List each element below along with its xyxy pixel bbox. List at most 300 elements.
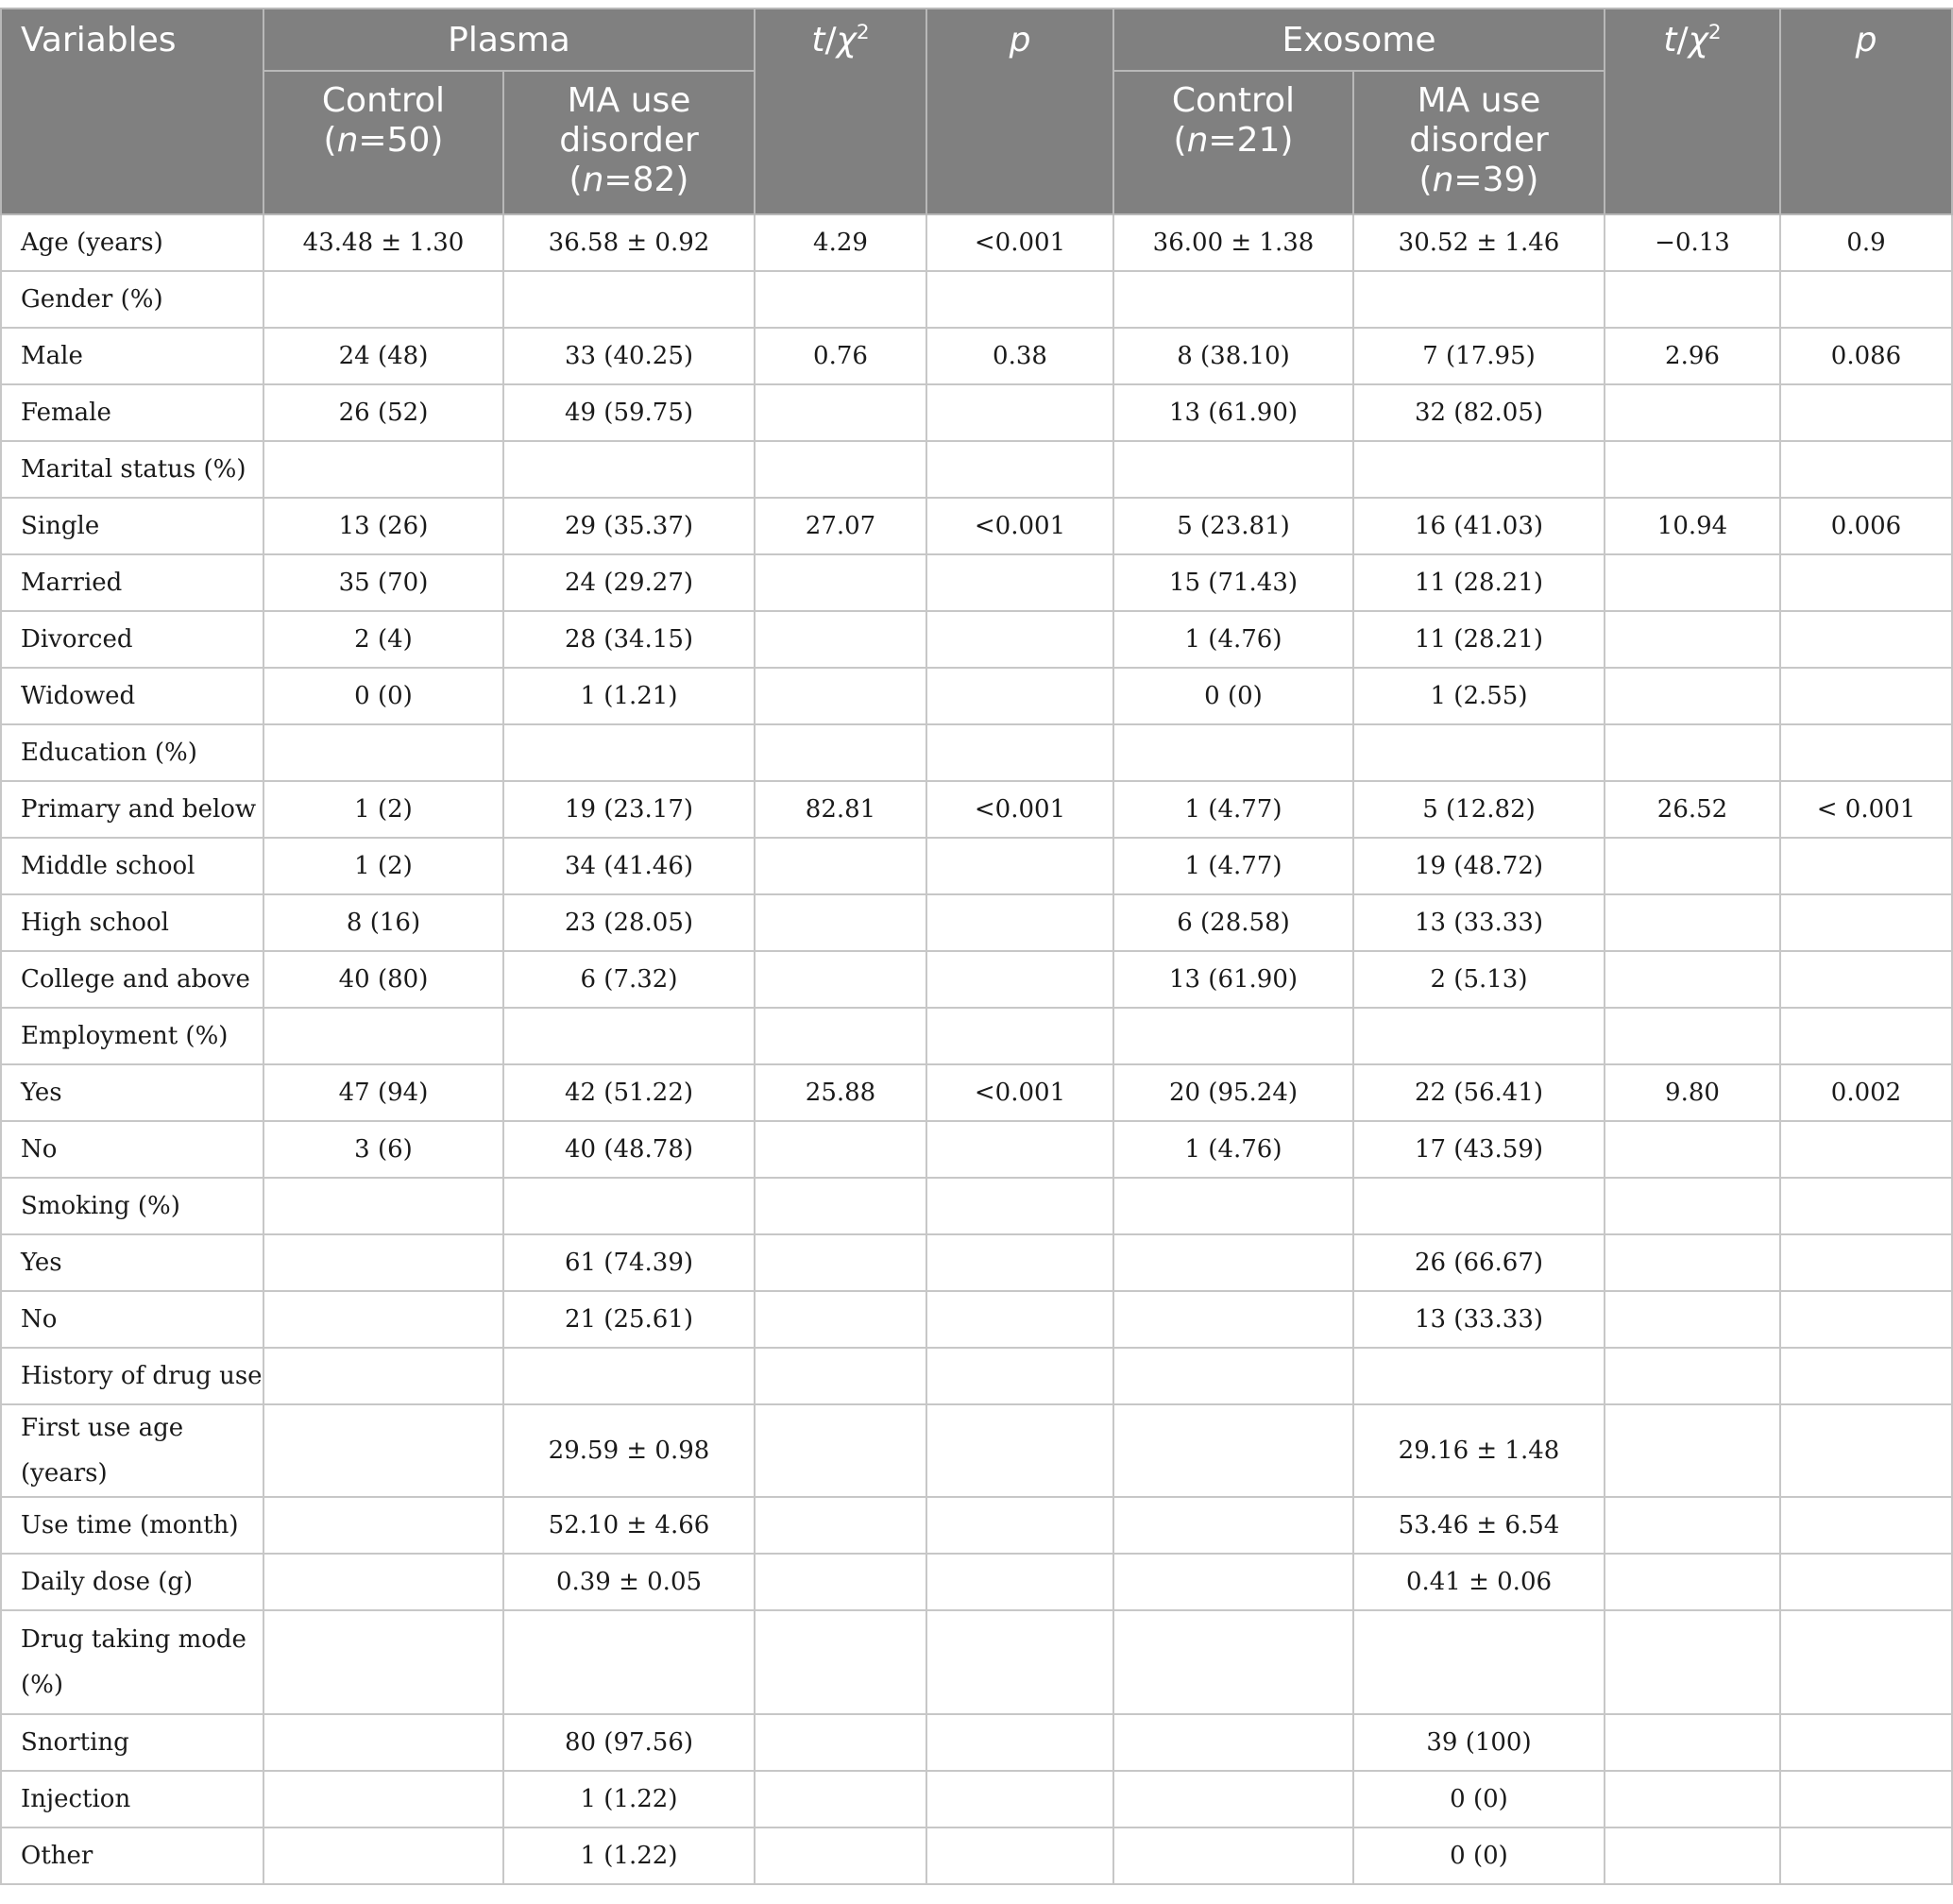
plasma-control-cell [263, 1178, 503, 1234]
plasma-ma-cell [503, 1348, 755, 1404]
plasma-p-cell [926, 554, 1113, 611]
hdr-n: n [336, 121, 359, 160]
plasma-ma-cell: 1 (1.22) [503, 1771, 755, 1828]
exosome-stat-cell: 10.94 [1605, 498, 1780, 554]
exosome-stat-cell: 26.52 [1605, 781, 1780, 838]
plasma-ma-cell: 52.10 ± 4.66 [503, 1497, 755, 1554]
header-plasma [263, 8, 755, 71]
plasma-control-cell: 26 (52) [263, 384, 503, 441]
p-text: p [1009, 21, 1031, 60]
plasma-ma-cell: 1 (1.21) [503, 668, 755, 724]
plasma-stat-cell [755, 611, 926, 668]
plasma-p-cell [926, 1008, 1113, 1064]
exosome-stat-cell [1605, 1348, 1780, 1404]
plasma-ma-cell: 28 (34.15) [503, 611, 755, 668]
exosome-p-cell [1780, 271, 1952, 328]
plasma-stat-cell: 27.07 [755, 498, 926, 554]
exosome-p-cell [1780, 1714, 1952, 1771]
header-exosome-text: Exosome [1282, 21, 1436, 60]
exosome-control-cell [1113, 1008, 1353, 1064]
table-row [1, 1554, 1952, 1610]
plasma-ma-cell [503, 1008, 755, 1064]
exosome-ma-cell: 39 (100) [1353, 1714, 1605, 1771]
plasma-stat-cell [755, 1714, 926, 1771]
stat-sup: 2 [856, 21, 870, 44]
exosome-p-cell [1780, 1554, 1952, 1610]
plasma-p-cell [926, 1178, 1113, 1234]
plasma-p-cell [926, 1348, 1113, 1404]
exosome-p-cell [1780, 1121, 1952, 1178]
plasma-p-cell [926, 611, 1113, 668]
plasma-ma-cell [503, 441, 755, 498]
row-label: Snorting [1, 1714, 263, 1771]
plasma-p-cell [926, 1771, 1113, 1828]
row-label: Age (years) [1, 214, 263, 271]
plasma-ma-cell: 49 (59.75) [503, 384, 755, 441]
hdr-line: ( [323, 121, 337, 160]
plasma-control-cell: 1 (2) [263, 781, 503, 838]
exosome-control-cell [1113, 1291, 1353, 1348]
exosome-control-cell: 1 (4.77) [1113, 838, 1353, 894]
row-label: Education (%) [1, 724, 263, 781]
plasma-p-cell [926, 1610, 1113, 1714]
plasma-stat-cell [755, 271, 926, 328]
plasma-p-cell: <0.001 [926, 1064, 1113, 1121]
hdr-line: ( [1418, 161, 1433, 199]
hdr-line: Control [1171, 81, 1296, 120]
row-label: Use time (month) [1, 1497, 263, 1554]
row-label: Widowed [1, 668, 263, 724]
table-row [1, 271, 1952, 328]
header-exosome-control [1113, 71, 1353, 214]
row-label: Primary and below [1, 781, 263, 838]
exosome-ma-cell: 13 (33.33) [1353, 894, 1605, 951]
exosome-ma-cell: 32 (82.05) [1353, 384, 1605, 441]
plasma-p-cell: <0.001 [926, 781, 1113, 838]
plasma-stat-cell [755, 1554, 926, 1610]
plasma-ma-cell: 1 (1.22) [503, 1828, 755, 1884]
hdr-line: =39) [1453, 161, 1539, 199]
exosome-control-cell [1113, 1348, 1353, 1404]
plasma-ma-cell: 24 (29.27) [503, 554, 755, 611]
table-row [1, 894, 1952, 951]
plasma-control-cell [263, 1554, 503, 1610]
plasma-stat-cell [755, 894, 926, 951]
p-text: p [1855, 21, 1877, 60]
plasma-control-cell: 3 (6) [263, 1121, 503, 1178]
exosome-p-cell [1780, 724, 1952, 781]
demographics-table [0, 8, 1953, 1885]
header-exosome-ma [1353, 71, 1605, 214]
exosome-ma-cell: 1 (2.55) [1353, 668, 1605, 724]
row-label: First use age (years) [1, 1404, 263, 1497]
plasma-control-cell: 13 (26) [263, 498, 503, 554]
exosome-stat-cell [1605, 271, 1780, 328]
exosome-p-cell [1780, 1828, 1952, 1884]
plasma-ma-cell: 33 (40.25) [503, 328, 755, 384]
plasma-control-cell: 24 (48) [263, 328, 503, 384]
plasma-control-cell: 43.48 ± 1.30 [263, 214, 503, 271]
plasma-stat-cell [755, 441, 926, 498]
plasma-p-cell [926, 441, 1113, 498]
stat-t: t [1663, 21, 1677, 60]
row-label: Daily dose (g) [1, 1554, 263, 1610]
hdr-line: MA use [1417, 81, 1541, 120]
plasma-stat-cell [755, 951, 926, 1008]
exosome-stat-cell [1605, 1714, 1780, 1771]
exosome-p-cell [1780, 1008, 1952, 1064]
row-label: Female [1, 384, 263, 441]
exosome-ma-cell: 17 (43.59) [1353, 1121, 1605, 1178]
header-exosome [1113, 8, 1605, 71]
hdr-line: disorder [1409, 121, 1549, 160]
exosome-ma-cell: 13 (33.33) [1353, 1291, 1605, 1348]
plasma-ma-cell: 40 (48.78) [503, 1121, 755, 1178]
stat-slash: / [824, 21, 837, 60]
exosome-control-cell [1113, 1234, 1353, 1291]
row-label: Injection [1, 1771, 263, 1828]
plasma-p-cell [926, 1828, 1113, 1884]
plasma-ma-cell [503, 1178, 755, 1234]
plasma-stat-cell [755, 668, 926, 724]
exosome-stat-cell [1605, 1234, 1780, 1291]
plasma-p-cell: <0.001 [926, 214, 1113, 271]
table-row [1, 1610, 1952, 1714]
exosome-stat-cell [1605, 838, 1780, 894]
plasma-ma-cell [503, 271, 755, 328]
table-row [1, 838, 1952, 894]
exosome-control-cell [1113, 1554, 1353, 1610]
plasma-stat-cell [755, 1497, 926, 1554]
exosome-stat-cell [1605, 1178, 1780, 1234]
exosome-p-cell [1780, 951, 1952, 1008]
plasma-p-cell [926, 1121, 1113, 1178]
exosome-stat-cell [1605, 1610, 1780, 1714]
exosome-ma-cell: 22 (56.41) [1353, 1064, 1605, 1121]
row-label: Smoking (%) [1, 1178, 263, 1234]
header-variables-text: Variables [21, 21, 177, 60]
plasma-p-cell [926, 838, 1113, 894]
exosome-stat-cell [1605, 1828, 1780, 1884]
plasma-control-cell [263, 441, 503, 498]
row-label: Yes [1, 1234, 263, 1291]
plasma-stat-cell [755, 384, 926, 441]
exosome-p-cell [1780, 1404, 1952, 1497]
exosome-ma-cell [1353, 441, 1605, 498]
exosome-control-cell: 36.00 ± 1.38 [1113, 214, 1353, 271]
plasma-ma-cell: 34 (41.46) [503, 838, 755, 894]
plasma-p-cell [926, 668, 1113, 724]
row-label: Marital status (%) [1, 441, 263, 498]
exosome-control-cell: 1 (4.77) [1113, 781, 1353, 838]
plasma-p-cell [926, 724, 1113, 781]
table-row [1, 724, 1952, 781]
plasma-stat-cell [755, 1828, 926, 1884]
plasma-stat-cell [755, 1234, 926, 1291]
table-row [1, 1121, 1952, 1178]
plasma-ma-cell: 29 (35.37) [503, 498, 755, 554]
row-label: No [1, 1121, 263, 1178]
exosome-stat-cell: 2.96 [1605, 328, 1780, 384]
plasma-ma-cell: 23 (28.05) [503, 894, 755, 951]
row-label: No [1, 1291, 263, 1348]
plasma-stat-cell: 4.29 [755, 214, 926, 271]
hdr-line: =50) [358, 121, 444, 160]
plasma-ma-cell [503, 1610, 755, 1714]
exosome-control-cell [1113, 1497, 1353, 1554]
header-plasma-p [926, 8, 1113, 214]
exosome-stat-cell [1605, 894, 1780, 951]
hdr-line: Control [321, 81, 446, 120]
plasma-stat-cell: 25.88 [755, 1064, 926, 1121]
row-label: Yes [1, 1064, 263, 1121]
plasma-stat-cell [755, 1771, 926, 1828]
plasma-control-cell: 40 (80) [263, 951, 503, 1008]
exosome-ma-cell: 29.16 ± 1.48 [1353, 1404, 1605, 1497]
plasma-stat-cell [755, 1121, 926, 1178]
exosome-control-cell [1113, 1714, 1353, 1771]
plasma-control-cell [263, 1714, 503, 1771]
hdr-line: =21) [1208, 121, 1294, 160]
exosome-p-cell [1780, 384, 1952, 441]
header-plasma-ma [503, 71, 755, 214]
exosome-p-cell [1780, 1610, 1952, 1714]
exosome-ma-cell: 2 (5.13) [1353, 951, 1605, 1008]
plasma-stat-cell [755, 1178, 926, 1234]
plasma-control-cell: 47 (94) [263, 1064, 503, 1121]
exosome-ma-cell [1353, 1348, 1605, 1404]
table-body [1, 214, 1952, 1884]
exosome-p-cell: 0.006 [1780, 498, 1952, 554]
stat-t: t [811, 21, 825, 60]
plasma-ma-cell [503, 724, 755, 781]
plasma-stat-cell [755, 1291, 926, 1348]
plasma-control-cell [263, 1497, 503, 1554]
exosome-stat-cell [1605, 384, 1780, 441]
exosome-ma-cell [1353, 1178, 1605, 1234]
plasma-control-cell [263, 1771, 503, 1828]
plasma-p-cell [926, 1234, 1113, 1291]
plasma-control-cell [263, 1234, 503, 1291]
plasma-p-cell [926, 1291, 1113, 1348]
hdr-line: disorder [559, 121, 699, 160]
plasma-control-cell [263, 724, 503, 781]
row-label: Divorced [1, 611, 263, 668]
exosome-control-cell: 20 (95.24) [1113, 1064, 1353, 1121]
exosome-control-cell [1113, 441, 1353, 498]
plasma-control-cell [263, 1348, 503, 1404]
plasma-control-cell: 8 (16) [263, 894, 503, 951]
plasma-p-cell: 0.38 [926, 328, 1113, 384]
exosome-ma-cell: 26 (66.67) [1353, 1234, 1605, 1291]
exosome-control-cell [1113, 1404, 1353, 1497]
exosome-ma-cell [1353, 1008, 1605, 1064]
table-row [1, 1291, 1952, 1348]
plasma-ma-cell: 19 (23.17) [503, 781, 755, 838]
stat-sup: 2 [1707, 21, 1722, 44]
exosome-control-cell: 1 (4.76) [1113, 1121, 1353, 1178]
exosome-stat-cell [1605, 441, 1780, 498]
exosome-stat-cell [1605, 1291, 1780, 1348]
exosome-control-cell: 1 (4.76) [1113, 611, 1353, 668]
plasma-ma-cell: 29.59 ± 0.98 [503, 1404, 755, 1497]
stat-chi: χ [836, 21, 857, 60]
row-label: Single [1, 498, 263, 554]
plasma-ma-cell: 42 (51.22) [503, 1064, 755, 1121]
exosome-stat-cell [1605, 611, 1780, 668]
header-plasma-stat [755, 8, 926, 214]
plasma-control-cell [263, 1404, 503, 1497]
table-row [1, 441, 1952, 498]
plasma-control-cell [263, 1291, 503, 1348]
plasma-stat-cell [755, 838, 926, 894]
exosome-control-cell: 13 (61.90) [1113, 951, 1353, 1008]
exosome-p-cell [1780, 838, 1952, 894]
exosome-p-cell [1780, 668, 1952, 724]
plasma-p-cell [926, 1714, 1113, 1771]
table-row [1, 1404, 1952, 1497]
plasma-p-cell [926, 384, 1113, 441]
exosome-p-cell [1780, 1497, 1952, 1554]
exosome-ma-cell: 11 (28.21) [1353, 611, 1605, 668]
exosome-stat-cell [1605, 951, 1780, 1008]
table-header [1, 8, 1952, 214]
plasma-control-cell: 0 (0) [263, 668, 503, 724]
exosome-p-cell: 0.002 [1780, 1064, 1952, 1121]
plasma-ma-cell: 80 (97.56) [503, 1714, 755, 1771]
plasma-control-cell [263, 1008, 503, 1064]
plasma-control-cell [263, 1610, 503, 1714]
plasma-stat-cell: 0.76 [755, 328, 926, 384]
table-row [1, 554, 1952, 611]
plasma-p-cell [926, 1404, 1113, 1497]
table-row [1, 1064, 1952, 1121]
exosome-control-cell: 8 (38.10) [1113, 328, 1353, 384]
table-row [1, 1828, 1952, 1884]
plasma-p-cell: <0.001 [926, 498, 1113, 554]
exosome-control-cell [1113, 1610, 1353, 1714]
plasma-ma-cell: 61 (74.39) [503, 1234, 755, 1291]
header-plasma-control [263, 71, 503, 214]
plasma-stat-cell [755, 554, 926, 611]
exosome-stat-cell [1605, 1771, 1780, 1828]
row-label: Middle school [1, 838, 263, 894]
hdr-line: MA use [567, 81, 691, 120]
exosome-stat-cell [1605, 1121, 1780, 1178]
exosome-stat-cell [1605, 724, 1780, 781]
plasma-p-cell [926, 271, 1113, 328]
plasma-control-cell [263, 1828, 503, 1884]
plasma-control-cell [263, 271, 503, 328]
exosome-control-cell: 15 (71.43) [1113, 554, 1353, 611]
plasma-stat-cell [755, 1008, 926, 1064]
plasma-p-cell [926, 1497, 1113, 1554]
plasma-ma-cell: 6 (7.32) [503, 951, 755, 1008]
exosome-control-cell [1113, 1771, 1353, 1828]
hdr-line: ( [1173, 121, 1187, 160]
table-row [1, 1497, 1952, 1554]
plasma-ma-cell: 0.39 ± 0.05 [503, 1554, 755, 1610]
row-label: Gender (%) [1, 271, 263, 328]
table-row [1, 1714, 1952, 1771]
exosome-control-cell: 5 (23.81) [1113, 498, 1353, 554]
exosome-ma-cell: 30.52 ± 1.46 [1353, 214, 1605, 271]
stat-chi: χ [1688, 21, 1708, 60]
exosome-p-cell: < 0.001 [1780, 781, 1952, 838]
exosome-control-cell: 6 (28.58) [1113, 894, 1353, 951]
exosome-ma-cell: 7 (17.95) [1353, 328, 1605, 384]
table-row [1, 781, 1952, 838]
exosome-control-cell [1113, 1178, 1353, 1234]
exosome-stat-cell: −0.13 [1605, 214, 1780, 271]
header-variables [1, 8, 263, 214]
exosome-ma-cell: 5 (12.82) [1353, 781, 1605, 838]
exosome-stat-cell [1605, 668, 1780, 724]
exosome-p-cell [1780, 554, 1952, 611]
exosome-p-cell [1780, 441, 1952, 498]
exosome-stat-cell [1605, 1008, 1780, 1064]
stat-slash: / [1676, 21, 1689, 60]
exosome-p-cell: 0.9 [1780, 214, 1952, 271]
exosome-ma-cell: 16 (41.03) [1353, 498, 1605, 554]
plasma-p-cell [926, 894, 1113, 951]
row-label: History of drug use [1, 1348, 263, 1404]
exosome-ma-cell: 53.46 ± 6.54 [1353, 1497, 1605, 1554]
plasma-p-cell [926, 1554, 1113, 1610]
exosome-ma-cell: 19 (48.72) [1353, 838, 1605, 894]
exosome-control-cell [1113, 1828, 1353, 1884]
exosome-p-cell [1780, 894, 1952, 951]
exosome-control-cell [1113, 271, 1353, 328]
hdr-n: n [1186, 121, 1209, 160]
header-exosome-stat [1605, 8, 1780, 214]
table-row [1, 1348, 1952, 1404]
plasma-control-cell: 2 (4) [263, 611, 503, 668]
exosome-p-cell [1780, 1771, 1952, 1828]
plasma-stat-cell [755, 1610, 926, 1714]
exosome-p-cell [1780, 1178, 1952, 1234]
plasma-stat-cell: 82.81 [755, 781, 926, 838]
exosome-p-cell [1780, 611, 1952, 668]
plasma-p-cell [926, 951, 1113, 1008]
table-row [1, 384, 1952, 441]
plasma-ma-cell: 21 (25.61) [503, 1291, 755, 1348]
row-label: High school [1, 894, 263, 951]
plasma-stat-cell [755, 1404, 926, 1497]
row-label: Male [1, 328, 263, 384]
plasma-control-cell: 1 (2) [263, 838, 503, 894]
exosome-ma-cell: 11 (28.21) [1353, 554, 1605, 611]
hdr-n: n [582, 161, 604, 199]
plasma-stat-cell [755, 1348, 926, 1404]
plasma-ma-cell: 36.58 ± 0.92 [503, 214, 755, 271]
table-row [1, 951, 1952, 1008]
table-row [1, 1178, 1952, 1234]
hdr-n: n [1432, 161, 1454, 199]
exosome-stat-cell: 9.80 [1605, 1064, 1780, 1121]
row-label: Married [1, 554, 263, 611]
table-row [1, 611, 1952, 668]
table-row [1, 498, 1952, 554]
exosome-p-cell [1780, 1234, 1952, 1291]
exosome-ma-cell [1353, 1610, 1605, 1714]
table-row [1, 668, 1952, 724]
exosome-p-cell [1780, 1291, 1952, 1348]
exosome-p-cell [1780, 1348, 1952, 1404]
hdr-line: ( [569, 161, 583, 199]
table-row [1, 1234, 1952, 1291]
exosome-control-cell: 13 (61.90) [1113, 384, 1353, 441]
